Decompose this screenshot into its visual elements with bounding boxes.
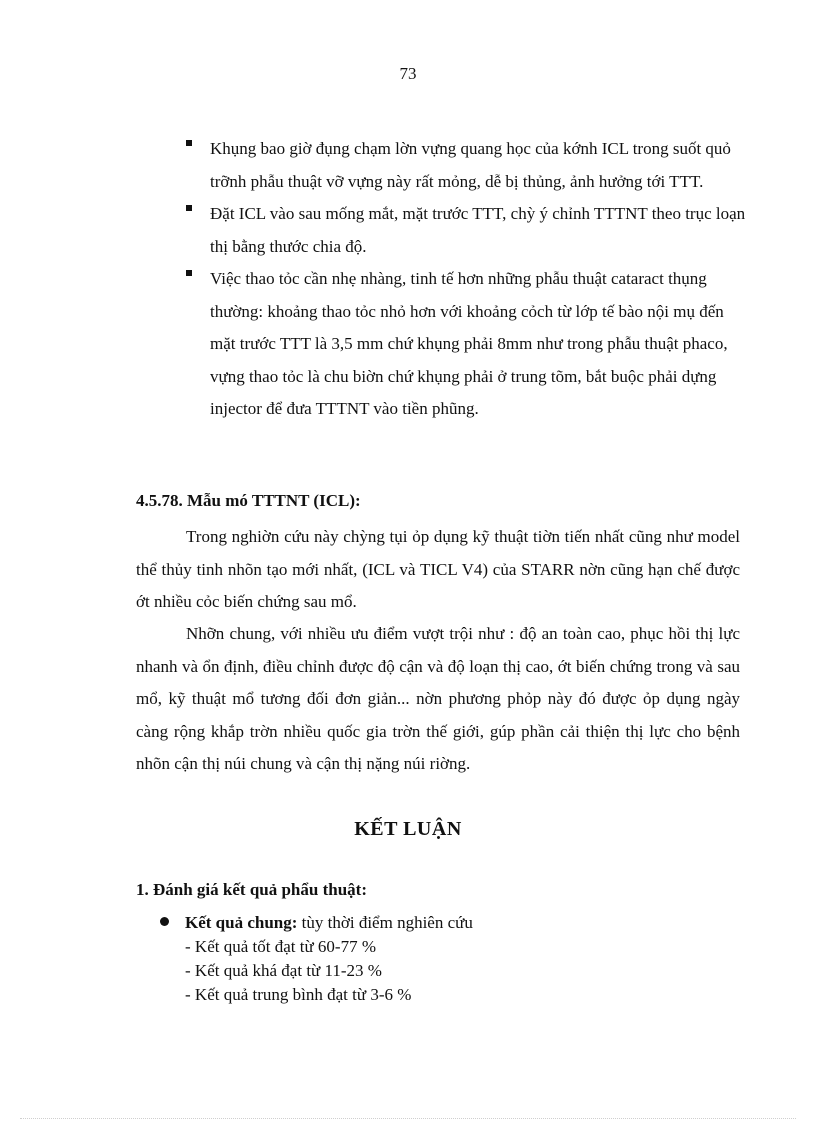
bullet-item: [186, 198, 746, 263]
paragraph: Nhỡn chung, với nhiều ưu điểm vượt trội như : độ an toàn cao, phục hồi thị lực nhanh và ổn định, điều chỉnh được độ cận và độ loạn thị cao, ớt biến chứng trong và sau mổ, kỹ thuật mổ tương đối đơn giản... nờn phương phỏp này đó được ỏp dụng ngày càng rộng khắp trờn nhiều quốc gia trờn thế giới, gúp phần cải thiện thị lực cho bệnh nhõn cận thị núi chung và cận thị nặng núi riờng.: [136, 624, 740, 773]
bullet-list: [186, 133, 746, 426]
bullet-text: Khụng bao giờ đụng chạm lờn vựng quang học của kớnh ICL trong suốt quỏ trỡnh phẫu thuật vỡ vựng này rất mỏng, dễ bị thủng, ảnh hưởng tới TTT.: [210, 139, 731, 191]
result-line: - Kết quả khá đạt từ 11-23 %: [185, 961, 382, 980]
bottom-divider: [20, 1118, 796, 1119]
page-number: 73: [399, 64, 417, 83]
bullet-item: [186, 133, 746, 198]
results-section-title: 1. Đánh giá kết quả phẩu thuật:: [136, 880, 367, 899]
paragraph: Trong nghiờn cứu này chỳng tụi ỏp dụng kỹ thuật tiờn tiến nhất cũng như model thể thủy tinh nhõn tạo mới nhất, (ICL và TICL V4) của STARR nờn cũng hạn chế được ớt nhiều cỏc biến chứng sau mổ.: [136, 527, 740, 611]
bullet-text: Đặt ICL vào sau mống mắt, mặt trước TTT, chỳ ý chỉnh TTTNT theo trục loạn thị bằng thước chia độ.: [210, 204, 746, 256]
general-result-label: Kết quả chung:: [185, 913, 298, 932]
result-line: - Kết quả trung bình đạt từ 3-6 %: [185, 985, 412, 1004]
results-block: [160, 911, 680, 1007]
conclusion-title: KẾT LUẬN: [354, 818, 462, 840]
square-bullet-icon: [186, 140, 192, 146]
general-result-item: [160, 911, 680, 935]
round-bullet-icon: [160, 917, 169, 926]
result-lines: [160, 935, 680, 1007]
square-bullet-icon: [186, 270, 192, 276]
result-line: - Kết quả tốt đạt từ 60-77 %: [185, 937, 376, 956]
general-result-text: tùy thời điểm nghiên cứu: [297, 913, 473, 932]
section-heading: 4.5.78. Mẫu mó TTTNT (ICL):: [136, 491, 361, 510]
bullet-text: Việc thao tỏc cần nhẹ nhàng, tinh tế hơn những phẫu thuật cataract thụng thường: khoảng thao tỏc nhỏ hơn với khoảng cỏch từ lớp tế bào nội mụ đến mặt trước TTT là 3,5 mm chứ khụng phải 8mm như trong phẫu thuật phaco, vựng thao tỏc là chu biờn chứ khụng phải ở trung tõm, bắt buộc phải dựng injector để đưa TTTNT vào tiền phũng.: [210, 269, 728, 418]
square-bullet-icon: [186, 205, 192, 211]
bullet-item: [186, 263, 746, 426]
